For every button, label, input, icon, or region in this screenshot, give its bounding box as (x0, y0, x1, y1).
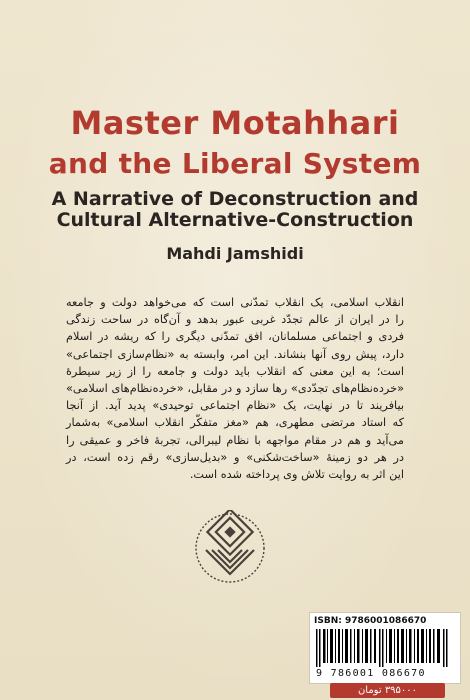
blurb-line: که استاد مرتضی مطهری، هم «مغز متفکّر انقلاب اسلامی» به‌شمار (66, 416, 404, 430)
blurb-paragraph (66, 294, 404, 483)
blurb-line: است؛ به این معنی که انقلاب باید دولت و جامعه را از زیر سیطرهٔ (66, 364, 404, 378)
blurb-line: در هر دو زمینهٔ «ساخت‌شکنی» و «بدیل‌سازی» رقم زده است، در (66, 450, 404, 464)
barcode-icon (316, 629, 454, 667)
blurb-line: انقلاب اسلامی، یک انقلاب تمدّنی است که می‌خواهد دولت و جامعه (66, 296, 404, 309)
blurb-line: می‌آید و هم در مقام مواجهه با نظام لیبرالی، تجربهٔ فاخر و عمیقی را (66, 433, 404, 447)
subtitle-line-2: Cultural Alternative-Construction (56, 209, 414, 231)
isbn-label: ISBN: 9786001086670 (314, 616, 427, 626)
blurb-line: را در ایران از عالم تجدّد غربی عبور بدهد و آن‌گاه در ساحت زندگی (66, 313, 404, 327)
publisher-logo-icon (192, 510, 268, 586)
title-line-1: Master Motahhari (70, 104, 400, 142)
price-tag: ۳۹۵۰۰۰ تومان (330, 683, 445, 698)
subtitle-line-1: A Narrative of Deconstruction and (51, 188, 419, 210)
blurb-line-last: این اثر به روایت تلاش وی پرداخته شده است. (189, 468, 404, 482)
blurb-line: فردی و اجتماعی مسلمانان، افق تمدّنی دیگری را که ریشه در اسلام (66, 330, 404, 344)
barcode-digits: 9 786001 086670 (316, 668, 426, 679)
author-name: Mahdi Jamshidi (166, 244, 304, 263)
title-line-2: and the Liberal System (48, 147, 422, 180)
barcode-panel (309, 612, 461, 684)
blurb-line: بیافریند تا در نهایت، یک «نظام اجتماعی توحیدی» پدید آید. از آنجا (66, 399, 404, 413)
blurb-line: «خرده‌نظام‌های تجدّدی» رها سازد و در مقابل، «خرده‌نظام‌های اسلامی» (66, 382, 404, 396)
blurb-line: دارد، پیش روی آنها بنشاند. این امر، وابسته به «نظام‌سازی اجتماعی» (66, 347, 404, 361)
